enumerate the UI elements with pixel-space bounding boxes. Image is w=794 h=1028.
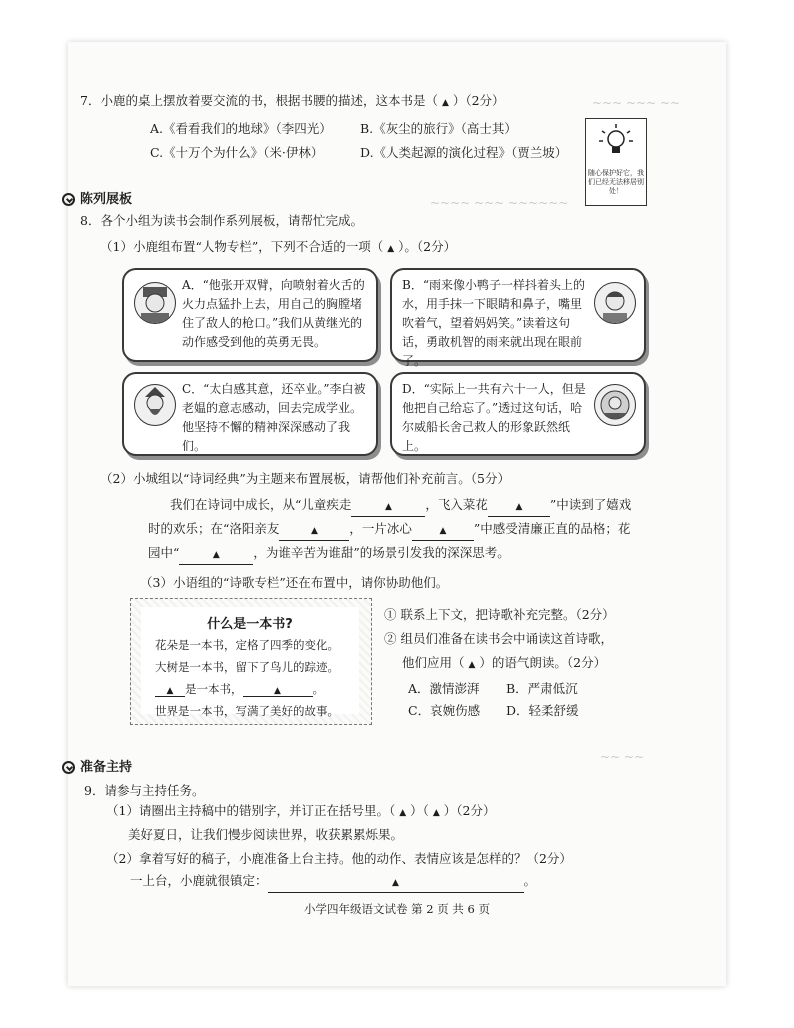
- q9-stem: 9．请参与主持任务。: [84, 783, 205, 798]
- q8-sub-option-c: C．哀婉伤感: [408, 703, 481, 718]
- poem-board: [130, 598, 372, 725]
- q8-part3: （3）小语组的“诗歌专栏”还在布置中，请你协助他们。: [140, 575, 449, 590]
- q7-option-b: B.《灰尘的旅行》（高士其）: [360, 121, 517, 136]
- card-d-text: D．“实际上一共有六十一人，但是他把自己给忘了。”透过这句话，哈尔威船长舍己救人的形象跃然纸上。: [402, 382, 586, 453]
- card-a: [122, 268, 378, 362]
- poem-line: 世界是一本书，写满了美好的故事。: [155, 704, 339, 718]
- target-icon: [62, 761, 75, 774]
- answer-blank[interactable]: ▲: [279, 520, 349, 541]
- card-b-text: B．“雨来像小鸭子一样抖着头上的水，用手抹一下眼睛和鼻子，嘴里吹着气，望着妈妈笑。”读着这句话，勇敢机智的雨来就出现在眼前了。: [402, 278, 585, 368]
- book-band-notice: [585, 118, 647, 206]
- q7-option-a: A.《看看我们的地球》（李四光）: [150, 121, 332, 136]
- lightbulb-icon: [586, 119, 646, 167]
- q8-sub-option-d: D．轻柔舒缓: [506, 703, 579, 718]
- answer-blank[interactable]: ▲: [155, 682, 185, 697]
- q8-part2-line2: 时的欢乐；在“洛阳亲友 ▲ ，一片冰心 ▲ ”中感受清廉正直的品格；花: [148, 520, 630, 541]
- q8-sub-option-a: A．激情澎湃: [408, 681, 480, 696]
- q8-sub2-tone: 他们应用（ ▲ ）的语气朗读。（2分）: [402, 655, 607, 670]
- section-header-hosting: 准备主持: [62, 756, 132, 775]
- answer-blank[interactable]: ▲: [243, 682, 313, 697]
- bleed-through: ~~~ ~~~ ~~: [592, 96, 681, 110]
- card-a-text: A．“他张开双臂，向喷射着火舌的火力点猛扑上去，用自己的胸膛堵住了敌人的枪口。”我们从黄继光的动作感受到他的英勇无畏。: [182, 278, 365, 349]
- answer-blank[interactable]: ▲: [412, 520, 474, 541]
- section-header-display-board: 陈列展板: [62, 188, 132, 207]
- poem-title: 什么是一本书?: [207, 617, 293, 632]
- answer-blank[interactable]: ▲: [488, 496, 550, 517]
- card-c-text: C．“太白感其意，还卒业。”李白被老媪的意志感动，回去完成学业。他坚持不懈的精神深深感动了我们。: [182, 382, 366, 453]
- q8-sub-option-b: B．严肃低沉: [506, 681, 578, 696]
- bleed-through: ~~~~ ~~~ ~~~~~~: [430, 196, 569, 210]
- q8-part2-line1: 我们在诗词中成长，从“儿童疾走 ▲ ，飞入菜花 ▲ ”中读到了嬉戏: [170, 496, 631, 517]
- poem-line: ▲ 是一本书， ▲ 。: [155, 681, 324, 697]
- notice-text: 随心保护好它，我们已经无法移居别处！: [588, 169, 644, 195]
- portrait-icon: [134, 384, 176, 426]
- q8-stem: 8．各个小组为读书会制作系列展板，请帮忙完成。: [80, 213, 363, 228]
- q8-part1: （1）小鹿组布置“人物专栏”，下列不合适的一项（ ▲ ）。（2分）: [100, 239, 457, 254]
- card-c: [122, 372, 378, 456]
- q7-stem: 7．小鹿的桌上摆放着要交流的书，根据书腰的描述，这本书是（ ▲ ）（2分）: [80, 93, 505, 108]
- q7-option-c: C.《十万个为什么》（米·伊林）: [150, 145, 324, 160]
- card-d: [390, 372, 646, 456]
- poem-panel: [141, 607, 359, 718]
- answer-blank[interactable]: ▲: [268, 872, 524, 893]
- portrait-icon: [594, 282, 636, 324]
- bleed-through: ~~ ~~: [600, 750, 645, 764]
- answer-blank[interactable]: ▲: [179, 544, 253, 565]
- q8-sub2: ② 组员们准备在读书会中诵读这首诗歌，: [384, 631, 613, 646]
- portrait-icon: [594, 384, 636, 426]
- poem-line: 花朵是一本书，定格了四季的变化。: [155, 638, 339, 652]
- q8-part2-line3: 园中“ ▲ ，为谁辛苦为谁甜”的场景引发我的深深思考。: [148, 544, 510, 565]
- poem-line: 大树是一本书，留下了鸟儿的踪迹。: [155, 660, 339, 674]
- target-icon: [62, 193, 75, 206]
- q7-option-d: D.《人类起源的演化过程》（贾兰坡）: [360, 145, 568, 160]
- answer-blank[interactable]: ▲: [351, 496, 425, 517]
- q8-sub1: ① 联系上下文，把诗歌补充完整。（2分）: [384, 607, 615, 622]
- card-b: [390, 268, 646, 368]
- q9-host-script: 美好夏日，让我们慢步阅读世界，收获累累烁果。: [128, 827, 404, 842]
- q9-part2: （2）拿着写好的稿子，小鹿准备上台主持。他的动作、表情应该是怎样的？（2分）: [106, 851, 572, 866]
- portrait-icon: [134, 282, 176, 324]
- q9-part1: （1）请圈出主持稿中的错别字，并订正在括号里。（ ▲ ）（ ▲ ）（2分）: [106, 803, 496, 818]
- q8-part2: （2）小城组以“诗词经典”为主题来布置展板，请帮他们补充前言。（5分）: [100, 471, 510, 486]
- page-footer: 小学四年级语文试卷 第 2 页 共 6 页: [303, 902, 491, 916]
- q9-part2-answer: 一上台，小鹿就很镇定： ▲ 。: [130, 872, 536, 893]
